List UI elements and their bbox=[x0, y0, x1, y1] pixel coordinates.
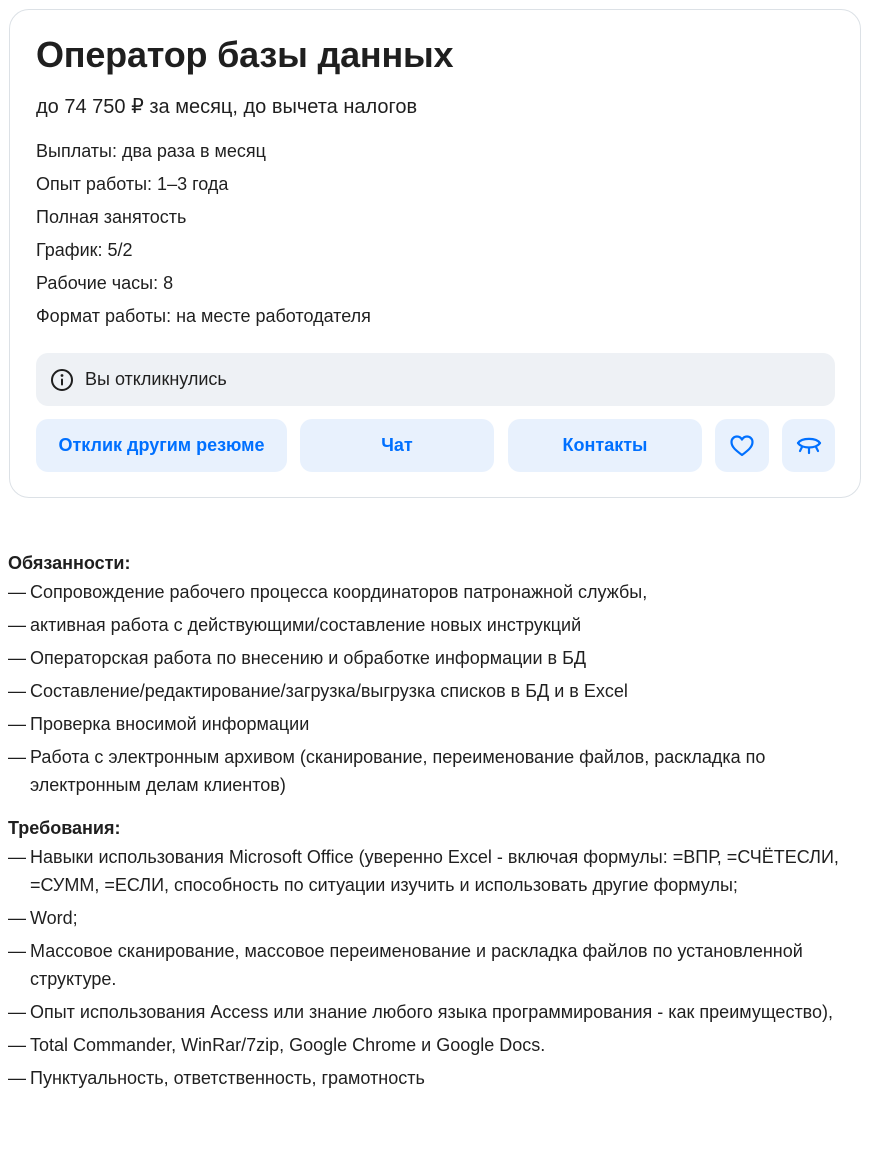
dash: — bbox=[8, 1002, 26, 1022]
dash: — bbox=[8, 847, 26, 867]
dash: — bbox=[8, 1035, 26, 1055]
dash: — bbox=[8, 615, 26, 635]
dash: — bbox=[8, 908, 26, 928]
favorite-button[interactable] bbox=[715, 419, 769, 472]
detail-hours: Рабочие часы: 8 bbox=[36, 273, 174, 293]
eye-closed-icon bbox=[795, 434, 823, 458]
dash: — bbox=[8, 1068, 26, 1088]
requirements-list bbox=[8, 843, 858, 1092]
info-icon bbox=[50, 368, 74, 392]
dash: — bbox=[8, 941, 26, 961]
detail-schedule: График: 5/2 bbox=[36, 240, 133, 260]
list-item: — Навыки использования Microsoft Office (уверенно Excel - включая формулы: =ВПР, =СЧЁТЕСЛИ, =СУММ, =ЕСЛИ, способность по ситуации изучить и использовать другие формулы; bbox=[8, 843, 858, 899]
dash: — bbox=[8, 747, 26, 767]
vacancy-card bbox=[9, 9, 861, 498]
dash: — bbox=[8, 714, 26, 734]
list-item: — Составление/редактирование/загрузка/выгрузка списков в БД и в Excel bbox=[8, 677, 858, 705]
list-item: — Total Commander, WinRar/7zip, Google Chrome и Google Docs. bbox=[8, 1031, 858, 1059]
banner-text: Вы откликнулись bbox=[85, 369, 227, 389]
list-item: — активная работа с действующими/составление новых инструкций bbox=[8, 611, 858, 639]
dash: — bbox=[8, 648, 26, 668]
detail-employment: Полная занятость bbox=[36, 207, 187, 227]
list-item: — Word; bbox=[8, 904, 858, 932]
dash: — bbox=[8, 582, 26, 602]
dash: — bbox=[8, 681, 26, 701]
respond-other-resume-button[interactable]: Отклик другим резюме bbox=[36, 419, 287, 472]
chat-button[interactable]: Чат bbox=[300, 419, 494, 472]
responded-banner bbox=[36, 353, 835, 406]
list-item: — Сопровождение рабочего процесса координаторов патронажной службы, bbox=[8, 578, 858, 606]
requirements-heading: Требования: bbox=[8, 818, 121, 838]
duties-heading: Обязанности: bbox=[8, 553, 131, 573]
vacancy-title: Оператор базы данных bbox=[36, 34, 454, 75]
contacts-button[interactable]: Контакты bbox=[508, 419, 702, 472]
hide-vacancy-button[interactable] bbox=[782, 419, 835, 472]
list-item: — Работа с электронным архивом (сканирование, переименование файлов, раскладка по электронным делам клиентов) bbox=[8, 743, 858, 799]
detail-work-format: Формат работы: на месте работодателя bbox=[36, 306, 371, 326]
vacancy-details bbox=[36, 135, 371, 333]
vacancy-description bbox=[8, 548, 858, 1097]
list-item: — Пунктуальность, ответственность, грамотность bbox=[8, 1064, 858, 1092]
duties-list bbox=[8, 578, 858, 799]
detail-payments: Выплаты: два раза в месяц bbox=[36, 141, 266, 161]
list-item: — Операторская работа по внесению и обработке информации в БД bbox=[8, 644, 858, 672]
heart-icon bbox=[729, 434, 755, 458]
list-item: — Проверка вносимой информации bbox=[8, 710, 858, 738]
list-item: — Массовое сканирование, массовое переименование и раскладка файлов по установленной структуре. bbox=[8, 937, 858, 993]
detail-experience: Опыт работы: 1–3 года bbox=[36, 174, 229, 194]
list-item: — Опыт использования Access или знание любого языка программирования - как преимущество), bbox=[8, 998, 858, 1026]
salary: до 74 750 ₽ за месяц, до вычета налогов bbox=[36, 96, 418, 118]
